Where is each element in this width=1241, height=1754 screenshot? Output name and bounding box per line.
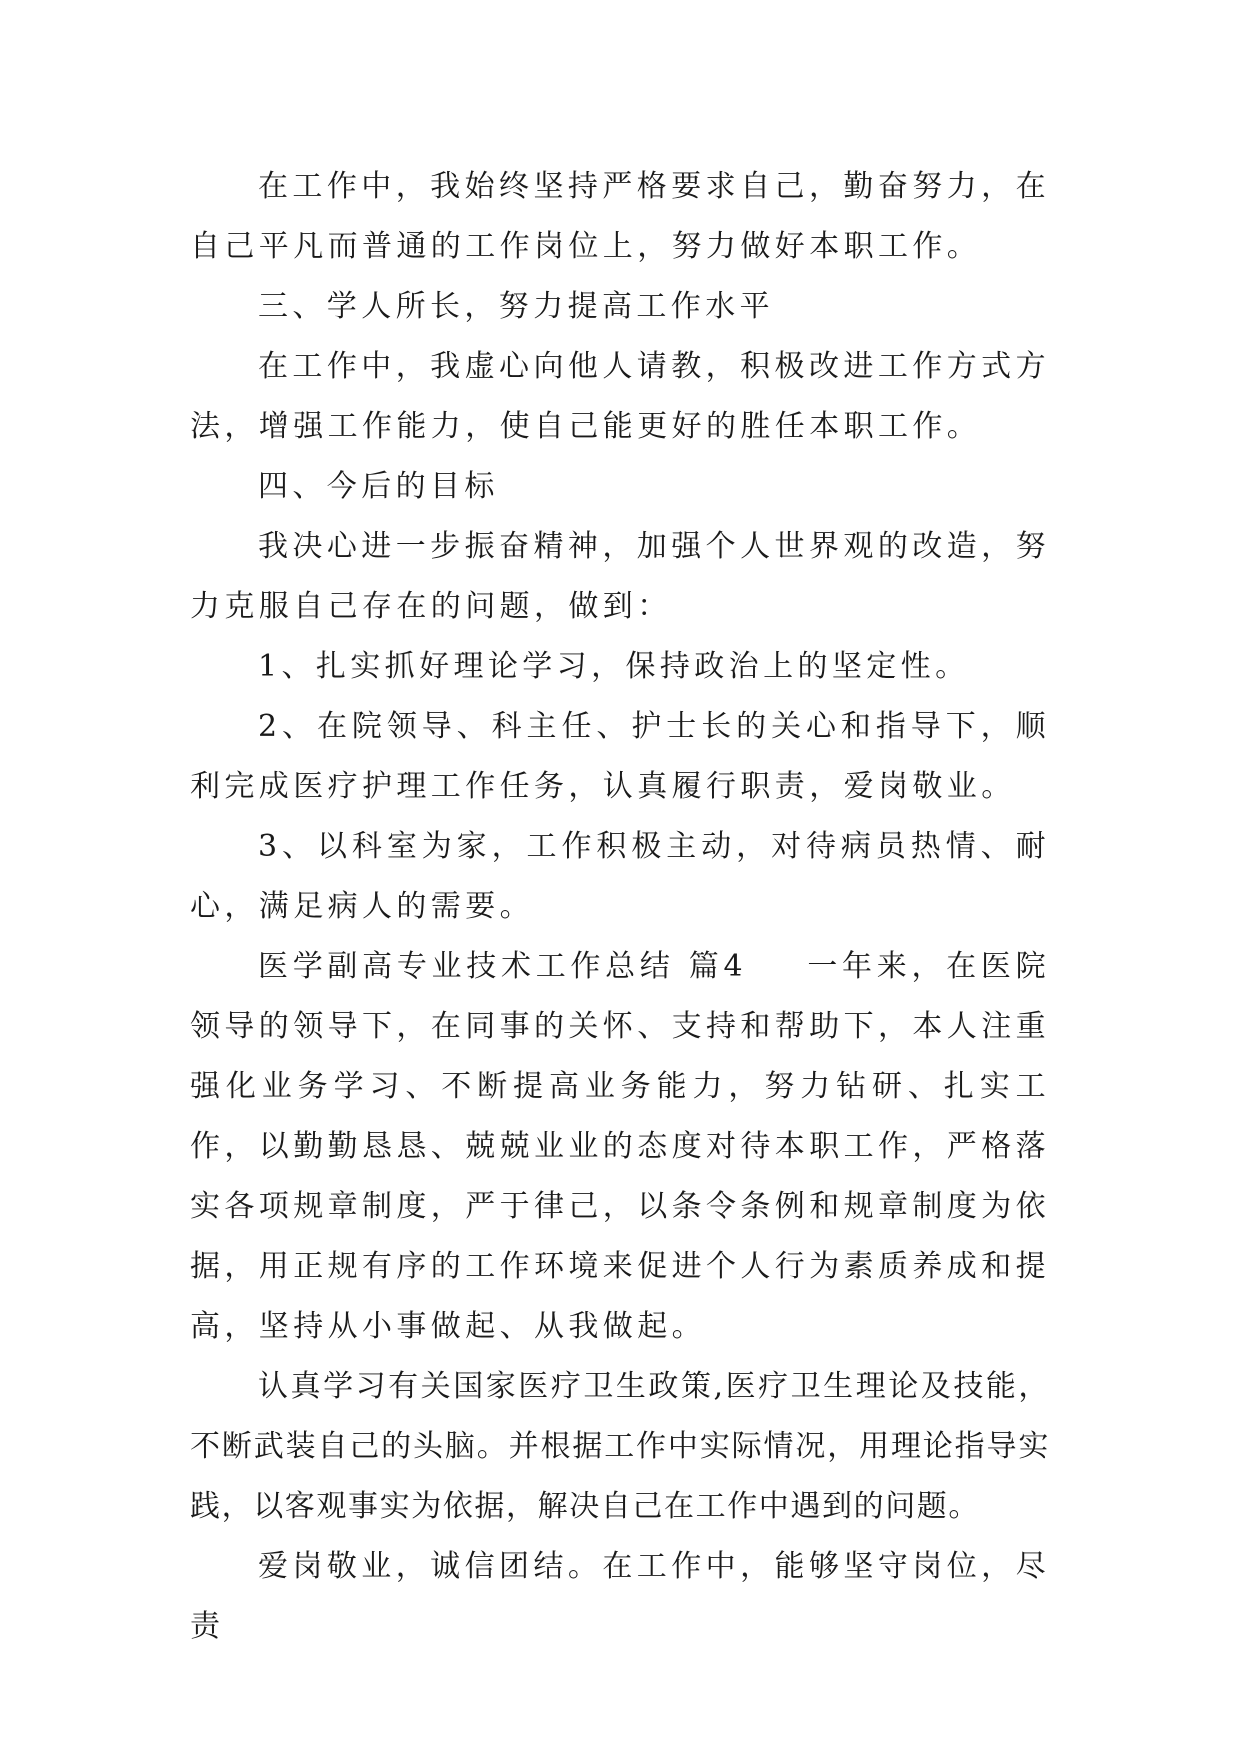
paragraph-diligence: 在工作中，我始终坚持严格要求自己，勤奋努力，在自己平凡而普通的工作岗位上，努力做好本职工作。 (190, 169, 1050, 264)
paragraph-resolve: 我决心进一步振奋精神，加强个人世界观的改造，努力克服自己存在的问题，做到： (190, 529, 1050, 624)
list-item-nursing-tasks: 2、在院领导、科主任、护士长的关心和指导下，顺利完成医疗护理工作任务，认真履行职责，爱岗敬业。 (190, 709, 1050, 804)
list-item-patient-care: 3、以科室为家，工作积极主动，对待病员热情、耐心，满足病人的需要。 (190, 829, 1050, 924)
paragraph-dedication: 爱岗敬业，诚信团结。在工作中，能够坚守岗位，尽责 (190, 1549, 1050, 1644)
heading-learn-from-others: 三、学人所长，努力提高工作水平 (258, 289, 774, 324)
section-4-body: 一年来，在医院领导的领导下，在同事的关怀、支持和帮助下，本人注重强化业务学习、不断提高业务能力，努力钻研、扎实工作，以勤勤恳恳、兢兢业业的态度对待本职工作，严格落实各项规章制度，严于律己，以条令条例和规章制度为依据，用正规有序的工作环境来促进个人行为素质养成和提高，坚持从小事做起、从我做起。 (190, 949, 1050, 1344)
list-item-theory-study: 1、扎实抓好理论学习，保持政治上的坚定性。 (258, 649, 970, 684)
paragraph-improve-methods: 在工作中，我虚心向他人请教，积极改进工作方式方法，增强工作能力，使自己能更好的胜任本职工作。 (190, 349, 1050, 444)
section-4-heading: 医学副高专业技术工作总结 篇4 (258, 949, 747, 984)
paragraph-study-policy: 认真学习有关国家医疗卫生政策,医疗卫生理论及技能，不断武装自己的头脑。并根据工作中实际情况，用理论指导实践，以客观事实为依据，解决自己在工作中遇到的问题。 (190, 1369, 1050, 1524)
document-body (190, 157, 1050, 1657)
section-4-paragraph (190, 937, 1050, 1357)
heading-future-goals: 四、今后的目标 (258, 469, 499, 504)
